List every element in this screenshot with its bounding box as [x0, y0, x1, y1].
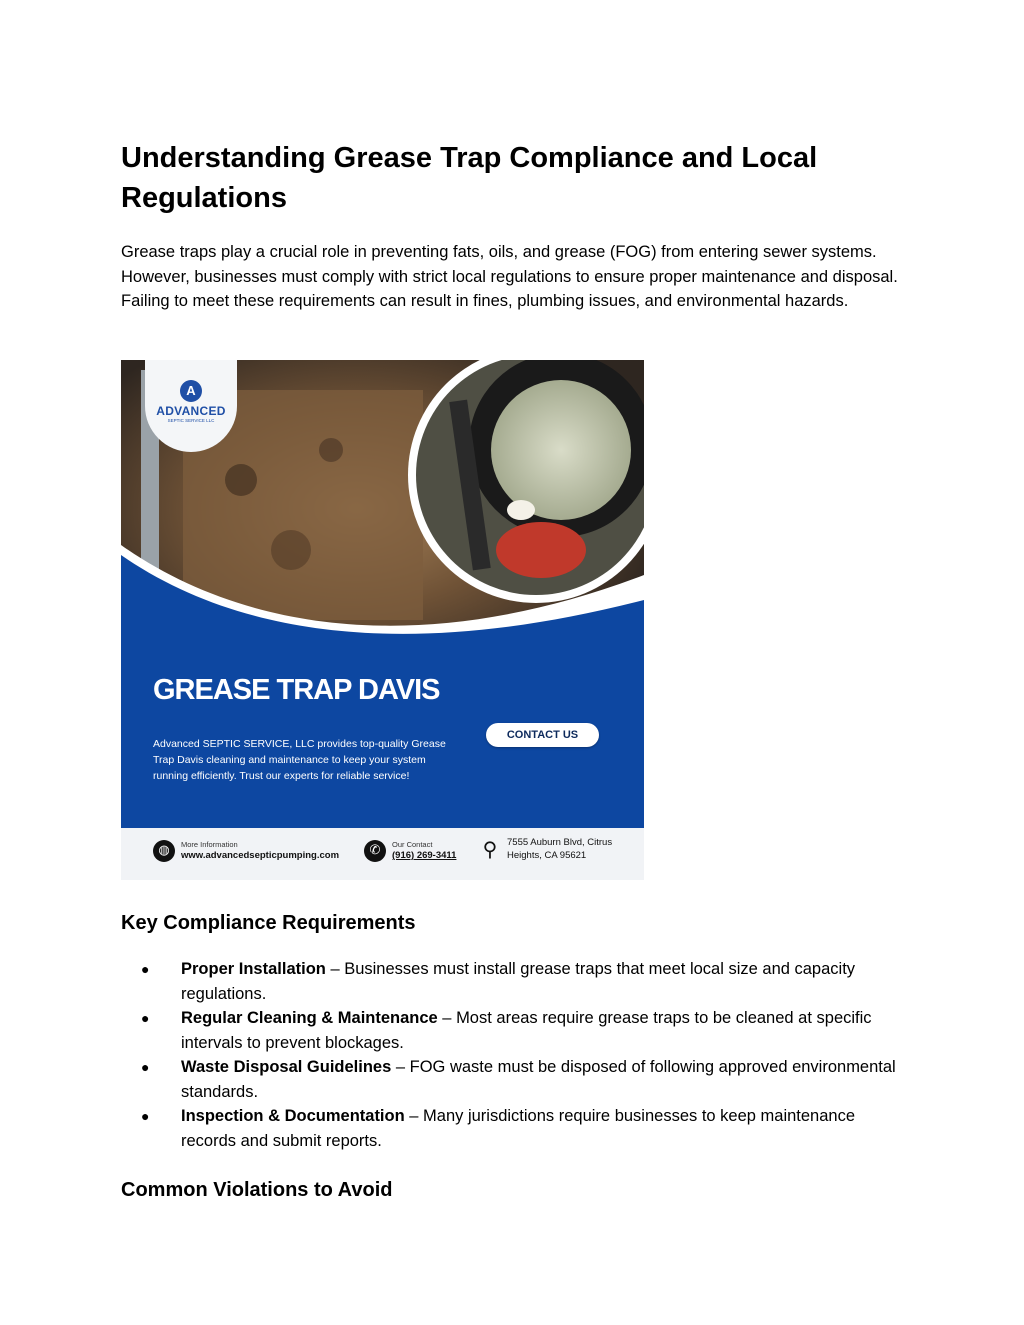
inset-trap-water: [491, 380, 631, 520]
list-item-term: Proper Installation: [181, 960, 326, 978]
banner-description: Advanced SEPTIC SERVICE, LLC provides top-quality Grease Trap Davis cleaning and maintenance to keep your system running efficiently. Trust our experts for reliable service!: [153, 738, 446, 782]
list-item: [121, 1104, 901, 1153]
rust-spot-2: [319, 438, 343, 462]
list-item: [121, 1006, 901, 1055]
contact-us-button[interactable]: CONTACT US: [486, 723, 599, 747]
page-title: Understanding Grease Trap Compliance and Local Regulations: [121, 142, 818, 214]
footer-phone[interactable]: (916) 269-3411: [392, 850, 457, 861]
footer-contact: [364, 840, 456, 862]
promo-banner-image: [121, 360, 644, 880]
logo-a-icon: A: [180, 380, 202, 402]
footer-website: [153, 840, 339, 862]
footer-website-link[interactable]: www.advancedsepticpumping.com: [181, 850, 340, 861]
list-item-text: – Many jurisdictions require businesses to keep maintenance records and submit reports.: [181, 1107, 856, 1150]
footer-info-label: More Information: [181, 840, 238, 849]
globe-icon: ◍: [153, 840, 175, 862]
list-item-term: Regular Cleaning & Maintenance: [181, 1009, 438, 1027]
rust-spot-3: [271, 530, 311, 570]
requirements-list: [121, 957, 901, 1153]
intro-paragraph: Grease traps play a crucial role in preventing fats, oils, and grease (FOG) from entering sewer systems. However, businesses must comply with strict local regulations to ensure proper maintenance and disposal. Failing to meet these requirements can result in fines, plumbing issues, and environmental hazards.: [121, 243, 898, 310]
section-heading-key-requirements: Key Compliance Requirements: [121, 912, 416, 934]
list-item-text: – Businesses must install grease traps that meet local size and capacity regulations.: [181, 960, 856, 1003]
list-item: [121, 1055, 901, 1104]
list-item-text: – FOG waste must be disposed of following approved environmental standards.: [181, 1058, 896, 1101]
list-item-term: Waste Disposal Guidelines: [181, 1058, 392, 1076]
bullet-icon: ●: [141, 1059, 150, 1075]
bullet-icon: ●: [141, 1108, 150, 1124]
footer-address: [479, 836, 612, 862]
inset-red-object: [496, 522, 586, 578]
logo-name: ADVANCED: [156, 404, 226, 418]
footer-address-line2: Heights, CA 95621: [507, 850, 587, 861]
list-item-text: – Most areas require grease traps to be cleaned at specific intervals to prevent blockages.: [181, 1009, 872, 1052]
list-item-term: Inspection & Documentation: [181, 1107, 405, 1125]
list-item: [121, 957, 901, 1006]
bullet-icon: ●: [141, 1010, 150, 1026]
bullet-icon: ●: [141, 961, 150, 977]
banner-headline: GREASE TRAP DAVIS: [153, 674, 440, 706]
brand-logo: [145, 360, 237, 452]
inset-foam: [507, 500, 535, 520]
rust-spot-1: [225, 464, 257, 496]
location-pin-icon: ⚲: [482, 837, 498, 861]
banner-footer: [121, 828, 644, 880]
section-heading-common-violations: Common Violations to Avoid: [121, 1179, 393, 1201]
logo-subtitle: SEPTIC SERVICE LLC: [167, 418, 215, 423]
footer-address-line1: 7555 Auburn Blvd, Citrus: [507, 837, 613, 848]
footer-contact-label: Our Contact: [392, 840, 433, 849]
phone-icon: ✆: [364, 840, 386, 862]
